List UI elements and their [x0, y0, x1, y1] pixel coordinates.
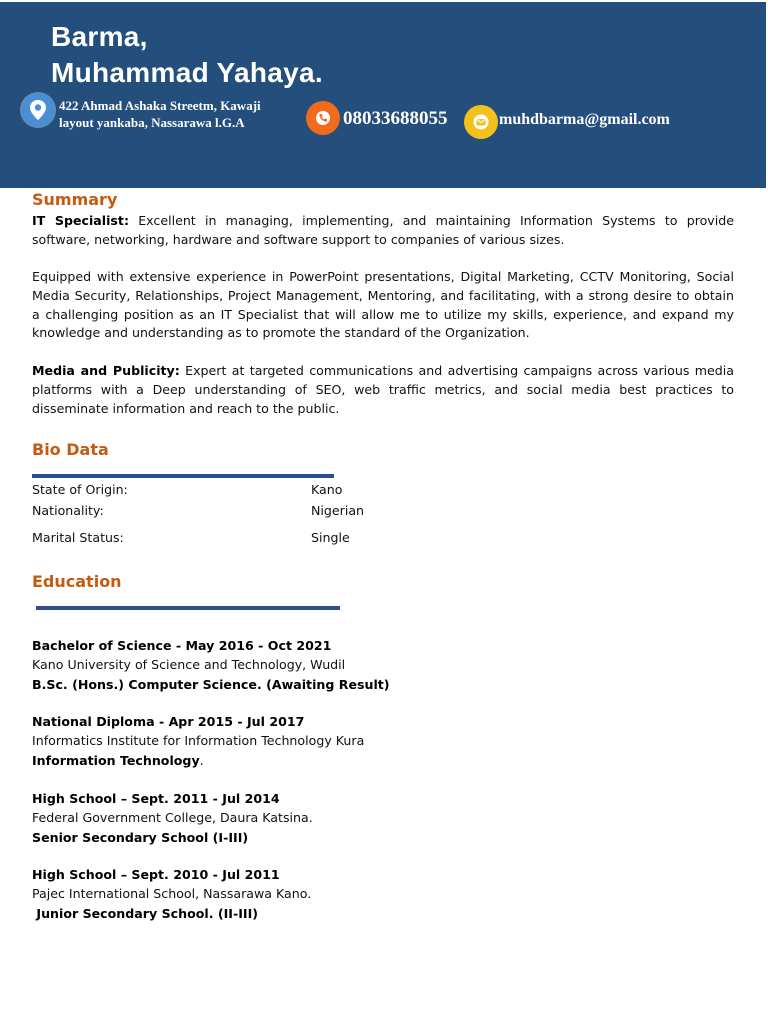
name-line-2: Muhammad Yahaya. [51, 57, 323, 88]
email-icon [464, 105, 498, 139]
education-award: Junior Secondary School. (II-III) [32, 905, 259, 921]
email-address[interactable]: muhdbarma@gmail.com [499, 111, 670, 128]
education-institution: Kano University of Science and Technology, Wudil [32, 657, 346, 673]
education-institution: Pajec International School, Nassarawa Kano. [32, 886, 312, 902]
bio-label-state: State of Origin: [32, 482, 128, 497]
education-award: B.Sc. (Hons.) Computer Science. (Awaiting Result) [32, 676, 390, 692]
bio-value-marital: Single [311, 530, 350, 545]
education-heading: High School – Sept. 2011 - Jul 2014 [32, 791, 280, 806]
name-line-1: Barma, [51, 21, 148, 52]
summary-paragraph-experience: Equipped with extensive experience in PowerPoint presentations, Digital Marketing, CCTV Monitoring, Social Media Security, Relationships, Project Management, Mentoring, and facilitating, with a strong desire to obtain a challenging position as an IT Specialist that will allow me to utilize my skills, experience, and expand my knowledge and understanding as to promote the standard of the Organization. [32, 269, 734, 341]
bio-value-nationality: Nigerian [311, 503, 365, 518]
bio-data-divider [32, 474, 334, 478]
phone-icon [306, 101, 340, 135]
education-entry [32, 636, 390, 694]
header-banner [0, 2, 766, 188]
summary-title: Summary [32, 190, 118, 209]
education-award: Information Technology [32, 752, 200, 768]
it-specialist-label: IT Specialist: [32, 213, 129, 228]
summary-paragraph-it [32, 212, 734, 250]
education-entry [32, 789, 313, 847]
address-line-2: layout yankaba, Nassarawa l.G.A [59, 115, 245, 130]
media-publicity-text: Expert at targeted communications and advertising campaigns across various media platforms with a Deep understanding of SEO, web traffic metrics, and social media best practices to disseminate information and reach to the public. [32, 363, 734, 416]
bio-data-title: Bio Data [32, 440, 109, 459]
summary-paragraph-media [32, 362, 734, 418]
media-publicity-label: Media and Publicity: [32, 363, 180, 378]
address-line-1: 422 Ahmad Ashaka Streetm, Kawaji [59, 98, 261, 113]
education-title: Education [32, 572, 122, 591]
education-entry [32, 712, 364, 770]
education-institution: Informatics Institute for Information Technology Kura [32, 733, 365, 749]
education-award: Senior Secondary School (I-III) [32, 829, 249, 845]
it-specialist-text: Excellent in managing, implementing, and maintaining Information Systems to provide software, networking, hardware and software support to companies of various sizes. [32, 213, 734, 247]
education-institution: Federal Government College, Daura Katsina. [32, 810, 313, 826]
education-heading: National Diploma - Apr 2015 - Jul 2017 [32, 714, 305, 729]
phone-number[interactable]: 08033688055 [343, 108, 448, 129]
education-divider [36, 606, 340, 610]
education-entry [32, 865, 311, 923]
address [59, 97, 261, 131]
bio-label-nationality: Nationality: [32, 503, 104, 518]
bio-label-marital: Marital Status: [32, 530, 124, 545]
education-award-suffix: . [199, 752, 204, 768]
education-heading: High School – Sept. 2010 - Jul 2011 [32, 867, 280, 882]
education-heading: Bachelor of Science - May 2016 - Oct 2021 [32, 638, 332, 653]
bio-value-state: Kano [311, 482, 343, 497]
location-pin-icon [21, 93, 55, 127]
